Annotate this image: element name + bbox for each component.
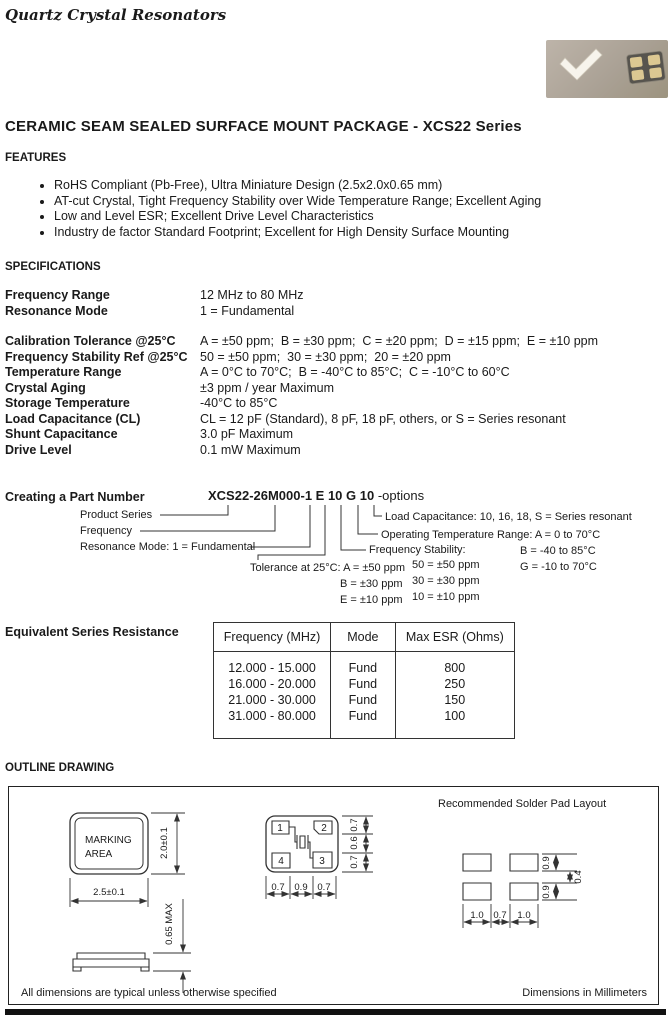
esr-cell: 800 [444, 661, 466, 675]
spec-value: CL = 12 pF (Standard), 8 pF, 18 pF, others, or S = Series resonant [200, 411, 566, 426]
product-photo-art [546, 40, 668, 98]
dim-sp-row-gap: 0.4 [573, 870, 584, 884]
footer-rule [5, 1009, 666, 1015]
spec-value: 50 = ±50 ppm; 30 = ±30 ppm; 20 = ±20 ppm [200, 349, 451, 364]
dim-body-height: 2.0±0.1 [159, 827, 170, 859]
dim-body-width: 2.5±0.1 [93, 887, 125, 898]
outline-drawing-box [8, 786, 659, 1005]
spec-row [5, 350, 665, 366]
dim-pad-col-right: 0.7 [317, 882, 331, 893]
note-dimensions-mm: Dimensions in Millimeters [522, 987, 647, 999]
spec-label: Frequency Range [5, 288, 110, 302]
dim-pad-col-mid: 0.9 [294, 882, 308, 893]
part-number-heading: Creating a Part Number [5, 490, 145, 504]
esr-cell: 31.000 - 80.000 [214, 708, 331, 739]
spec-value: 1 = Fundamental [200, 303, 295, 318]
callout-resonance-mode: Resonance Mode: 1 = Fundamental [80, 541, 256, 553]
dim-sp-col-mid: 0.7 [493, 910, 507, 921]
esr-cell: Fund [331, 652, 395, 677]
spec-label: Temperature Range [5, 365, 122, 379]
callout-op-temp: Operating Temperature Range: A = 0 to 70°C [381, 529, 601, 541]
esr-col-frequency: Frequency (MHz) [214, 623, 331, 652]
dim-pad-row-mid: 0.6 [349, 836, 360, 850]
spec-label: Crystal Aging [5, 380, 86, 395]
page-title: CERAMIC SEAM SEALED SURFACE MOUNT PACKAGE - XCS22 Series [5, 118, 522, 135]
esr-row [214, 708, 515, 739]
spec-row [5, 365, 665, 381]
callout-tolerance-a: Tolerance at 25°C: A = ±50 ppm [250, 562, 406, 574]
spec-row [5, 443, 665, 459]
esr-cell: 100 [444, 709, 466, 723]
pin-4-label: 4 [278, 856, 284, 867]
features-list [36, 178, 654, 240]
esr-header-row [214, 623, 515, 652]
feature-item: • AT-cut Crystal, Tight Frequency Stability over Wide Temperature Range; Excellent Aging [54, 194, 654, 210]
spec-value: ±3 ppm / year Maximum [200, 380, 334, 395]
spec-label: Frequency Stability Ref @25°C [5, 349, 188, 364]
part-number-bold: XCS22-26M000-1 E 10 G 10 [208, 488, 375, 503]
esr-cell: Fund [331, 692, 395, 708]
callout-stability-10: 10 = ±10 ppm [412, 591, 480, 603]
esr-row [214, 652, 515, 677]
spec-label: Calibration Tolerance @25°C [5, 334, 176, 348]
callout-op-temp-g: G = -10 to 70°C [520, 561, 597, 573]
dim-sp-col-right: 1.0 [517, 910, 531, 921]
esr-row [214, 692, 515, 708]
pin-1-label: 1 [277, 823, 283, 834]
esr-heading: Equivalent Series Resistance [5, 625, 179, 639]
pin-3-label: 3 [319, 856, 325, 867]
dim-sp-row-bottom: 0.9 [541, 885, 552, 899]
callout-tolerance-b: B = ±30 ppm [340, 578, 403, 590]
esr-cell: 250 [444, 677, 466, 691]
crystal-bottom-shape [626, 51, 665, 84]
spec-label: Storage Temperature [5, 396, 130, 410]
esr-cell: 150 [444, 693, 466, 707]
spec-row [5, 412, 665, 428]
spec-value: 12 MHz to 80 MHz [200, 288, 304, 302]
callout-stability-30: 30 = ±30 ppm [412, 575, 480, 587]
spec-label: Load Capacitance (CL) [5, 411, 141, 426]
esr-col-maxesr: Max ESR (Ohms) [395, 623, 514, 652]
esr-cell: 21.000 - 30.000 [214, 692, 331, 708]
esr-row [214, 676, 515, 692]
side-view-outline [73, 953, 149, 971]
spec-label: Shunt Capacitance [5, 427, 118, 441]
spec-spacer [5, 319, 665, 334]
callout-frequency: Frequency [80, 525, 132, 537]
esr-cell: Fund [331, 676, 395, 692]
note-dimensions-typical: All dimensions are typical unless otherwise specified [21, 987, 277, 999]
esr-cell: Fund [331, 708, 395, 739]
dim-sp-row-top: 0.9 [541, 856, 552, 870]
part-number-suffix: -options [374, 488, 425, 503]
dim-body-thickness: 0.65 MAX [164, 903, 175, 945]
spec-value: 0.1 mW Maximum [200, 442, 301, 457]
solder-pad-title: Recommended Solder Pad Layout [438, 798, 607, 810]
marking-area-line1: MARKING [85, 835, 132, 846]
solder-pads [463, 854, 538, 900]
specifications-heading: SPECIFICATIONS [5, 261, 101, 273]
product-photo [546, 40, 668, 98]
spec-label: Resonance Mode [5, 303, 108, 318]
brand-title: Quartz Crystal Resonators [5, 6, 227, 24]
callout-stability-50: 50 = ±50 ppm [412, 559, 480, 571]
outline-drawing-art [9, 787, 657, 1003]
dim-sp-col-left: 1.0 [470, 910, 484, 921]
marking-area-line2: AREA [85, 849, 113, 860]
specifications-table [5, 288, 665, 458]
spec-value: 3.0 pF Maximum [200, 427, 294, 441]
esr-cell: 12.000 - 15.000 [214, 652, 331, 677]
outline-heading: OUTLINE DRAWING [5, 762, 115, 774]
feature-item: • Low and Level ESR; Excellent Drive Level Characteristics [54, 209, 654, 225]
dim-pad-row-bottom: 0.7 [349, 855, 360, 869]
callout-tolerance-e: E = ±10 ppm [340, 594, 403, 606]
feature-item: • RoHS Compliant (Pb-Free), Ultra Miniature Design (2.5x2.0x0.65 mm) [54, 178, 654, 194]
esr-cell: 16.000 - 20.000 [214, 676, 331, 692]
spec-row [5, 381, 665, 397]
crystal-symbol [289, 827, 313, 858]
spec-row [5, 288, 665, 304]
callout-op-temp-b: B = -40 to 85°C [520, 545, 596, 557]
callout-load-cap: Load Capacitance: 10, 16, 18, S = Series resonant [385, 511, 632, 523]
spec-row [5, 304, 665, 320]
spec-row [5, 334, 665, 350]
dim-pad-col-left: 0.7 [271, 882, 285, 893]
crystal-lid-shape [560, 49, 602, 80]
pin-2-label: 2 [321, 823, 327, 834]
spec-row [5, 427, 665, 443]
spec-row [5, 396, 665, 412]
callout-product-series: Product Series [80, 509, 153, 521]
spec-value: A = 0°C to 70°C; B = -40°C to 85°C; C = -10°C to 60°C [200, 365, 510, 379]
callout-stability-label: Frequency Stability: [369, 544, 466, 556]
spec-value: A = ±50 ppm; B = ±30 ppm; C = ±20 ppm; D = ±15 ppm; E = ±10 ppm [200, 334, 599, 348]
feature-item: • Industry de factor Standard Footprint; Excellent for High Density Surface Mounting [54, 225, 654, 241]
esr-table [213, 622, 515, 739]
esr-col-mode: Mode [331, 623, 395, 652]
spec-value: -40°C to 85°C [200, 396, 278, 410]
part-number-section [0, 485, 670, 617]
features-heading: FEATURES [5, 152, 67, 164]
top-view-dim-lines [70, 813, 185, 907]
dim-pad-row-top: 0.7 [349, 818, 360, 832]
spec-label: Drive Level [5, 442, 72, 457]
